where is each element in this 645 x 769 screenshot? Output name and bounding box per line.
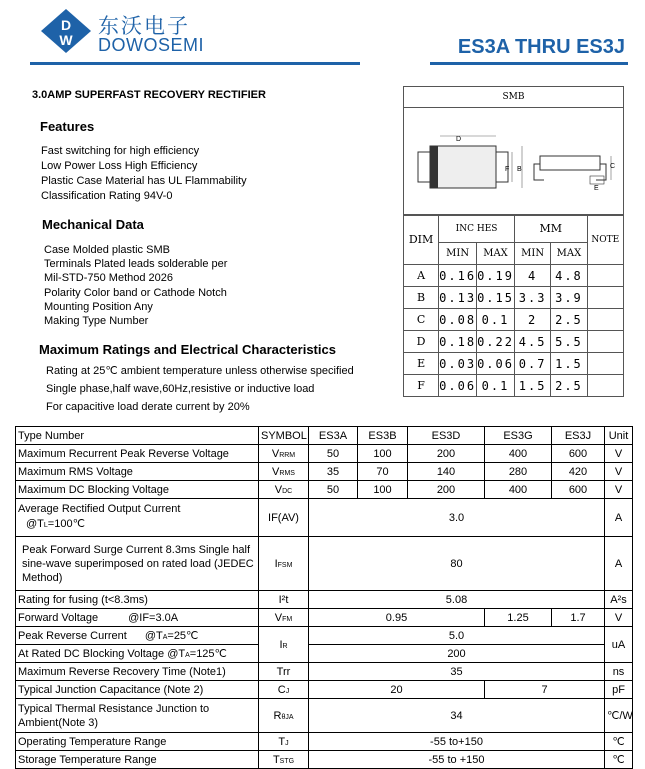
feature-item: Plastic Case Material has UL Flammability: [41, 175, 247, 187]
dim-letter-c: C: [610, 163, 616, 170]
unit-cell: ℃: [605, 751, 633, 769]
note-cell: [587, 353, 623, 375]
table-row: [16, 591, 633, 609]
unit-cell: ns: [605, 663, 633, 681]
feature-item: Classification Rating 94V-0: [41, 190, 173, 202]
dim-letter: F: [404, 375, 439, 397]
symbol-cell: CJ: [259, 681, 309, 699]
mechanical-item: Polarity Color band or Cathode Notch: [44, 287, 227, 299]
param-label: Maximum Recurrent Peak Reverse Voltage: [16, 445, 259, 463]
mechanical-item: Case Molded plastic SMB: [44, 244, 170, 256]
value-cell: 5.0: [309, 627, 605, 645]
table-row: [16, 681, 633, 699]
dim-header: DIM: [404, 215, 439, 265]
logo-english-name: DOWOSEMI: [98, 35, 204, 55]
unit-cell: A: [605, 499, 633, 537]
value-cell: 280: [485, 463, 552, 481]
mechanical-item: Making Type Number: [44, 315, 149, 327]
value-cell: 140: [408, 463, 485, 481]
table-row: [16, 481, 633, 499]
header-divider: [30, 62, 360, 65]
mm-min: 3.3: [514, 287, 550, 309]
value-cell: 50: [309, 445, 358, 463]
inch-min-header: MIN: [439, 243, 477, 265]
svg-text:D: D: [60, 17, 72, 33]
value-cell: 34: [309, 699, 605, 733]
dim-letter-f: F: [505, 166, 510, 173]
value-cell: 600: [552, 445, 605, 463]
mm-max: 3.9: [551, 287, 587, 309]
ratings-table: [15, 426, 633, 769]
value-cell: 200: [408, 445, 485, 463]
table-row: [16, 463, 633, 481]
value-cell: 50: [309, 481, 358, 499]
value-cell: 400: [485, 481, 552, 499]
mechanical-item: Mil-STD-750 Method 2026: [44, 272, 174, 284]
value-cell: 1.25: [485, 609, 552, 627]
inch-min: 0.03: [439, 353, 477, 375]
inch-max: 0.1: [477, 309, 515, 331]
inch-min: 0.13: [439, 287, 477, 309]
dim-row: [404, 353, 624, 375]
ratings-note: Single phase,half wave,60Hz,resistive or inductive load: [46, 383, 315, 395]
dim-letter-d: D: [456, 136, 462, 143]
symbol-cell: VRRM: [259, 445, 309, 463]
mechanical-heading: Mechanical Data: [42, 217, 144, 232]
inch-max: 0.19: [477, 265, 515, 287]
param-label: Maximum RMS Voltage: [16, 463, 259, 481]
package-drawing: [404, 108, 623, 214]
table-row: [16, 499, 633, 537]
param-label: Typical Thermal Resistance Junction to Ambient(Note 3): [16, 699, 259, 733]
value-cell: 70: [358, 463, 408, 481]
inch-max: 0.22: [477, 331, 515, 353]
param-label: Peak Reverse Current @TA=25℃: [16, 627, 259, 645]
unit-cell: A²s: [605, 591, 633, 609]
symbol-cell: VRMS: [259, 463, 309, 481]
symbol-cell: TJ: [259, 733, 309, 751]
inch-max: 0.06: [477, 353, 515, 375]
unit-cell: V: [605, 445, 633, 463]
table-header-row: [16, 427, 633, 445]
value-cell: 35: [309, 463, 358, 481]
param-label: Maximum Reverse Recovery Time (Note1): [16, 663, 259, 681]
col-unit: Unit: [605, 427, 633, 445]
dim-letter: E: [404, 353, 439, 375]
dim-letter: C: [404, 309, 439, 331]
inch-max: 0.1: [477, 375, 515, 397]
inch-max: 0.15: [477, 287, 515, 309]
value-cell: 1.7: [552, 609, 605, 627]
unit-cell: uA: [605, 627, 633, 663]
note-cell: [587, 331, 623, 353]
table-row: [16, 445, 633, 463]
inches-header: INC HES: [439, 215, 515, 243]
col-symbol: SYMBOL: [259, 427, 309, 445]
dim-letter: D: [404, 331, 439, 353]
mm-max: 1.5: [551, 353, 587, 375]
value-cell: 420: [552, 463, 605, 481]
symbol-cell: IR: [259, 627, 309, 663]
value-cell: 3.0: [309, 499, 605, 537]
param-label: At Rated DC Blocking Voltage @TA=125℃: [16, 645, 259, 663]
inch-min: 0.16: [439, 265, 477, 287]
mm-min: 0.7: [514, 353, 550, 375]
part-number-title: ES3A THRU ES3J: [457, 36, 625, 58]
ratings-note: Rating at 25℃ ambient temperature unless otherwise specified: [46, 365, 354, 377]
mm-min: 4.5: [514, 331, 550, 353]
feature-item: Fast switching for high efficiency: [41, 145, 200, 157]
note-cell: [587, 265, 623, 287]
inch-min: 0.08: [439, 309, 477, 331]
mm-max: 5.5: [551, 331, 587, 353]
value-cell: 5.08: [309, 591, 605, 609]
unit-cell: pF: [605, 681, 633, 699]
package-name: SMB: [502, 92, 525, 102]
param-label: Forward Voltage @IF=3.0A: [16, 609, 259, 627]
value-cell: 0.95: [309, 609, 485, 627]
mm-min-header: MIN: [514, 243, 550, 265]
table-row: [16, 645, 633, 663]
symbol-cell: I²t: [259, 591, 309, 609]
svg-text:W: W: [59, 32, 73, 48]
mm-min: 4: [514, 265, 550, 287]
param-label: Average Rectified Output Current @TL=100℃: [16, 499, 259, 537]
mm-max: 4.8: [551, 265, 587, 287]
package-outline-box: [403, 86, 624, 216]
mm-min: 2: [514, 309, 550, 331]
inch-min: 0.18: [439, 331, 477, 353]
unit-cell: V: [605, 463, 633, 481]
table-row: [16, 751, 633, 769]
logo-chinese-name: 东沃电子: [98, 14, 190, 38]
table-row: [16, 609, 633, 627]
unit-cell: ℃: [605, 733, 633, 751]
param-label: Rating for fusing (t<8.3ms): [16, 591, 259, 609]
dimension-table: [403, 214, 624, 397]
dim-row: [404, 331, 624, 353]
value-cell: 400: [485, 445, 552, 463]
value-cell: 7: [485, 681, 605, 699]
value-cell: -55 to +150: [309, 751, 605, 769]
dim-row: [404, 309, 624, 331]
mm-max: 2.5: [551, 375, 587, 397]
unit-cell: ℃/W: [605, 699, 633, 733]
col-es3g: ES3G: [485, 427, 552, 445]
col-type-number: Type Number: [16, 427, 259, 445]
col-es3b: ES3B: [358, 427, 408, 445]
value-cell: 20: [309, 681, 485, 699]
inch-min: 0.06: [439, 375, 477, 397]
unit-cell: A: [605, 537, 633, 591]
table-row: [16, 733, 633, 751]
note-cell: [587, 287, 623, 309]
symbol-cell: IF(AV): [259, 499, 309, 537]
inch-max-header: MAX: [477, 243, 515, 265]
param-label: Operating Temperature Range: [16, 733, 259, 751]
dim-letter: B: [404, 287, 439, 309]
symbol-cell: IFSM: [259, 537, 309, 591]
note-cell: [587, 309, 623, 331]
dim-letter: A: [404, 265, 439, 287]
param-label: Typical Junction Capacitance (Note 2): [16, 681, 259, 699]
mechanical-item: Terminals Plated leads solderable per: [44, 258, 228, 270]
product-title: 3.0AMP SUPERFAST RECOVERY RECTIFIER: [32, 89, 266, 101]
unit-cell: V: [605, 609, 633, 627]
param-label: Maximum DC Blocking Voltage: [16, 481, 259, 499]
col-es3a: ES3A: [309, 427, 358, 445]
col-es3d: ES3D: [408, 427, 485, 445]
company-logo: [40, 8, 92, 54]
symbol-cell: TSTG: [259, 751, 309, 769]
param-label: Peak Forward Surge Current 8.3ms Single half sine-wave superimposed on rated load (JEDEC Method): [16, 537, 259, 591]
feature-item: Low Power Loss High Efficiency: [41, 160, 198, 172]
value-cell: 200: [309, 645, 605, 663]
dim-letter-b: B: [517, 166, 522, 173]
col-es3j: ES3J: [552, 427, 605, 445]
value-cell: 600: [552, 481, 605, 499]
symbol-cell: Trr: [259, 663, 309, 681]
mm-max: 2.5: [551, 309, 587, 331]
value-cell: 100: [358, 481, 408, 499]
symbol-cell: VDC: [259, 481, 309, 499]
dim-row: [404, 287, 624, 309]
symbol-cell: VFM: [259, 609, 309, 627]
header-divider-right: [430, 62, 628, 65]
mm-header: MM: [514, 215, 587, 243]
ratings-note: For capacitive load derate current by 20%: [46, 401, 250, 413]
note-header: NOTE: [587, 215, 623, 265]
symbol-cell: RθJA: [259, 699, 309, 733]
dim-letter-e: E: [594, 185, 599, 192]
value-cell: -55 to+150: [309, 733, 605, 751]
dim-row: [404, 265, 624, 287]
ratings-heading: Maximum Ratings and Electrical Characteristics: [39, 342, 336, 357]
value-cell: 35: [309, 663, 605, 681]
table-row: [16, 663, 633, 681]
table-row: [16, 627, 633, 645]
features-heading: Features: [40, 119, 95, 134]
unit-cell: V: [605, 481, 633, 499]
param-label: Storage Temperature Range: [16, 751, 259, 769]
table-row: [16, 699, 633, 733]
mm-min: 1.5: [514, 375, 550, 397]
value-cell: 80: [309, 537, 605, 591]
note-cell: [587, 375, 623, 397]
mm-max-header: MAX: [551, 243, 587, 265]
table-row: [16, 537, 633, 591]
dim-row: [404, 375, 624, 397]
value-cell: 100: [358, 445, 408, 463]
value-cell: 200: [408, 481, 485, 499]
mechanical-item: Mounting Position Any: [44, 301, 153, 313]
